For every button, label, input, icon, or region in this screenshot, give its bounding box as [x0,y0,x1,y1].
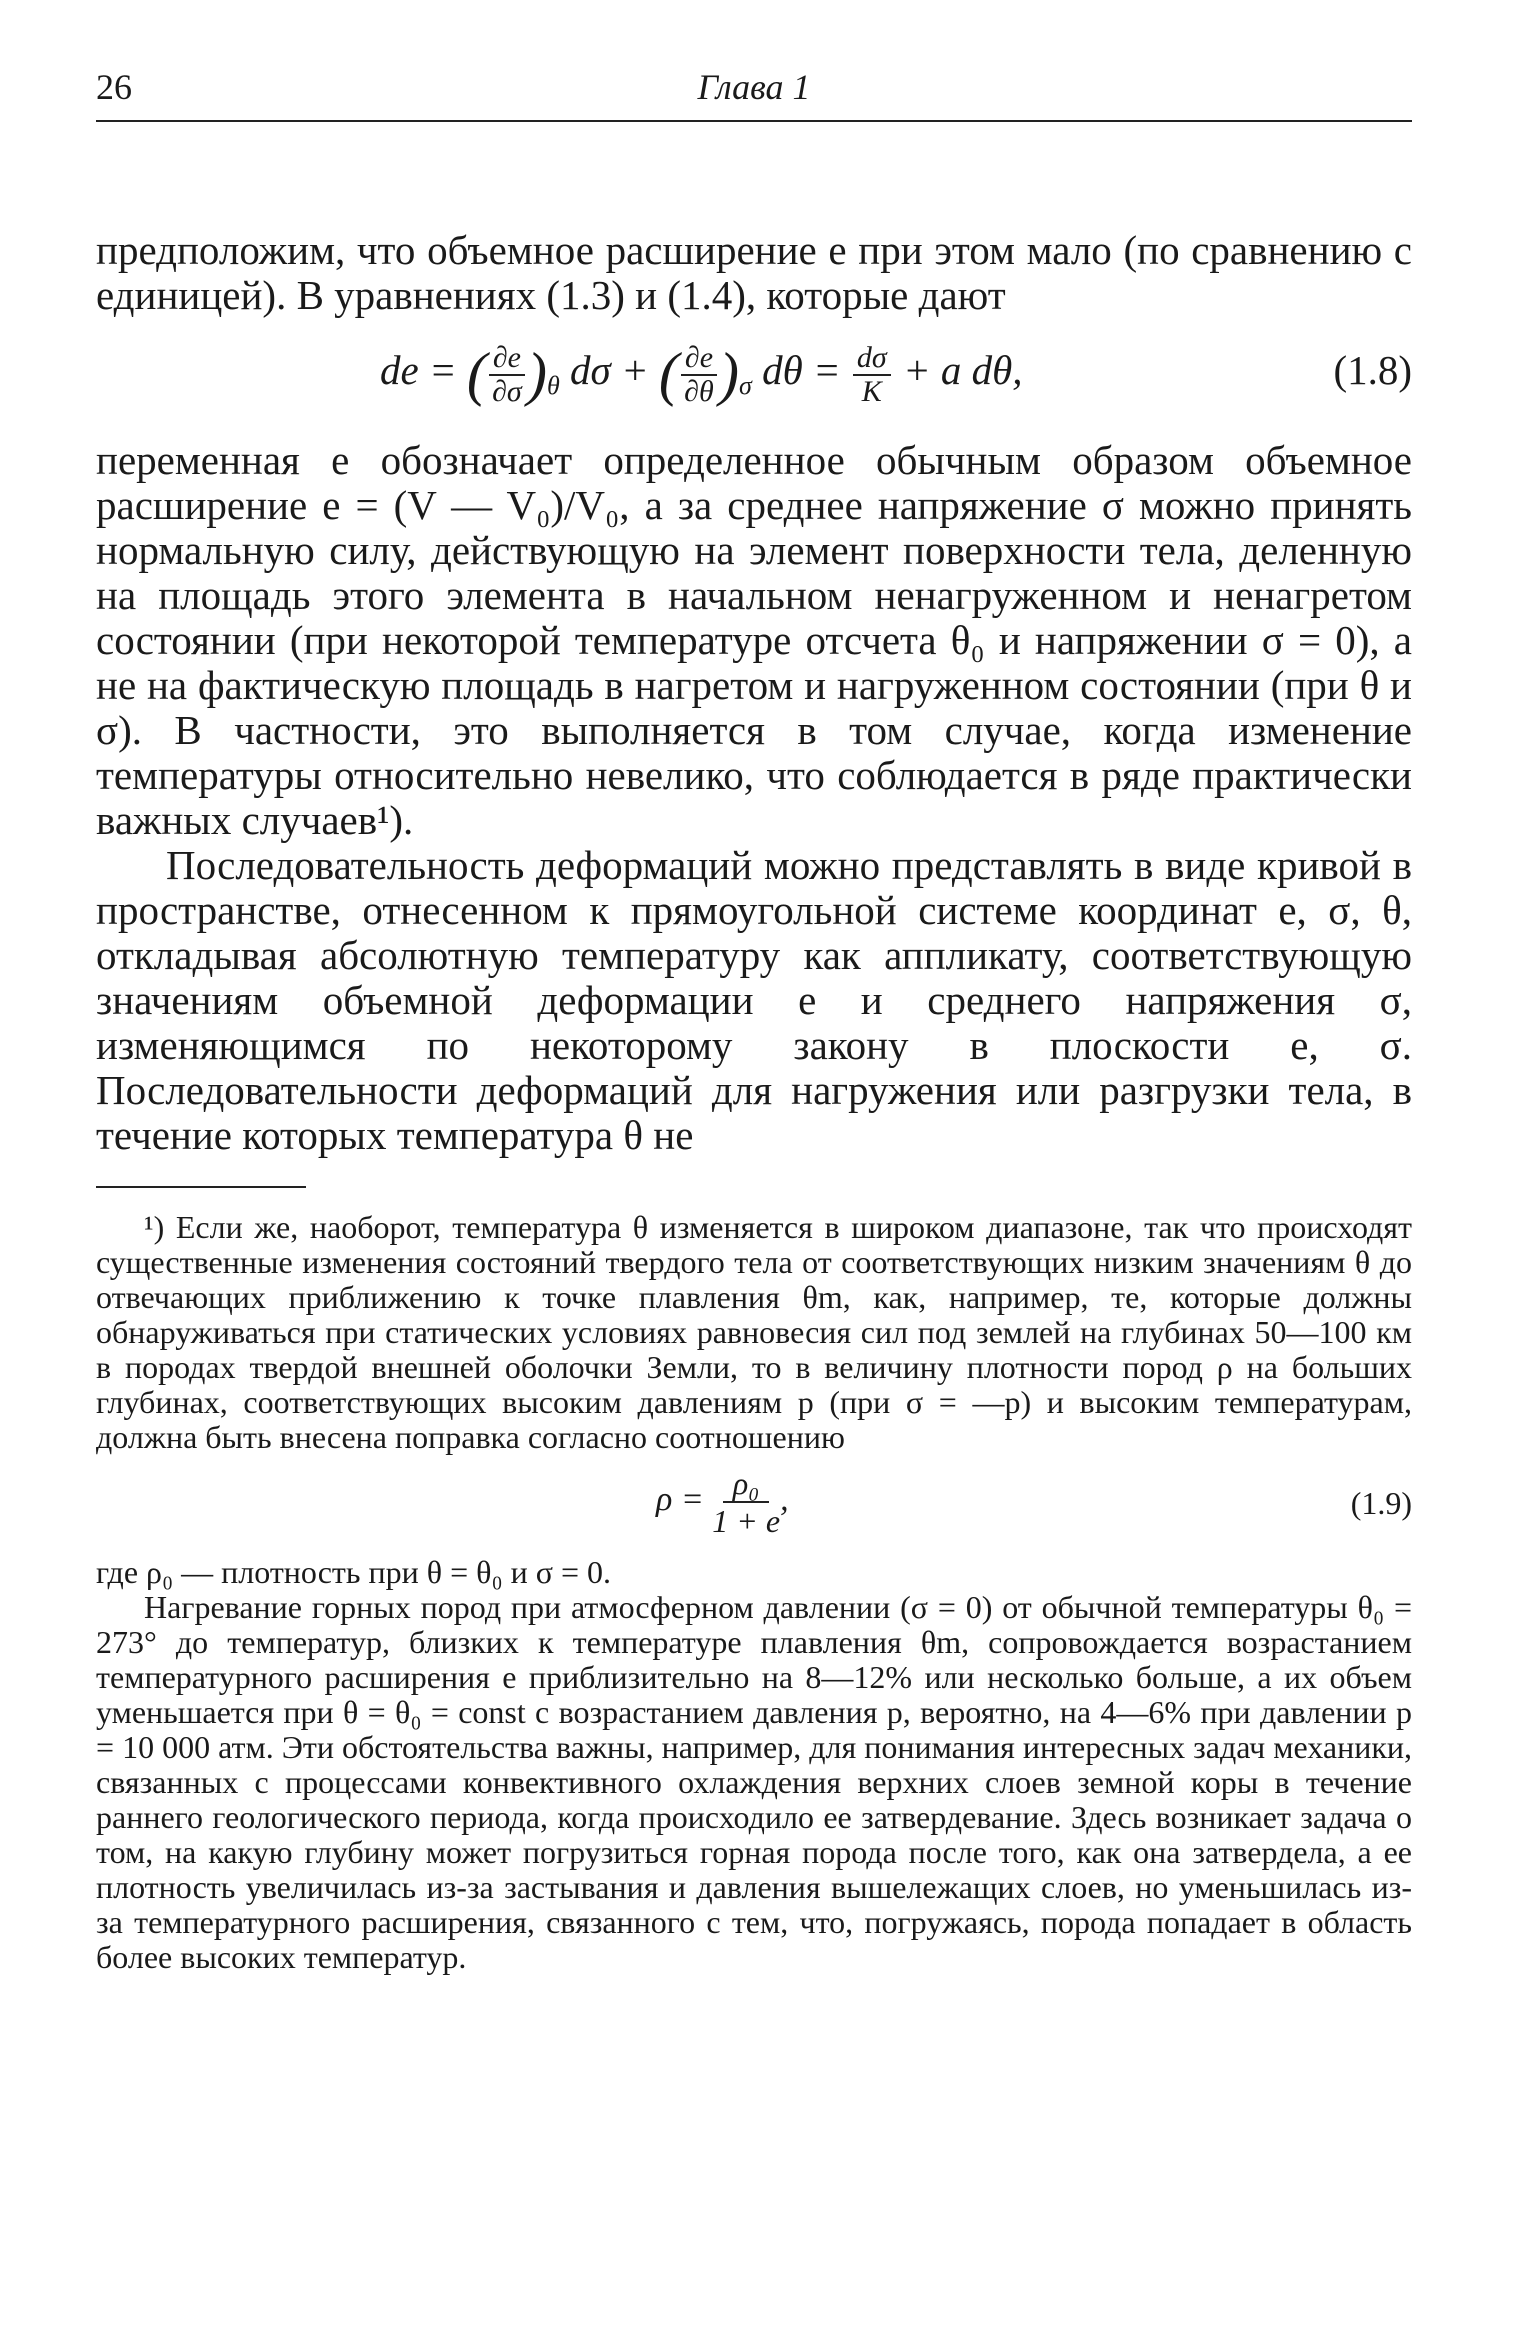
eq18-term-3: + a dθ, [902,346,1023,393]
equation-number-1-9: (1.9) [1350,1485,1412,1521]
page-number: 26 [96,67,132,107]
header-rule [96,120,1412,122]
eq18-lhs: de = [380,346,457,393]
equation-number-1-8: (1.8) [1333,347,1412,393]
eq18-pd-num-2: ∂e [681,342,717,376]
equation-1-8-formula: de = ( $\frac{\partial e}{\partial\sigma}$ )$_\theta$ dσ + ( $\frac{\partial e}{\partial\theta}$ )$_\sigma$ dθ = $\frac{d\sigma}{K}$ + a dθ, [380,340,1023,408]
eq18-pd-den-1: ∂σ [492,374,522,408]
paragraph-1: предположим, что объемное расширение e при этом мало (по сравнению с единицей). В уравнениях (1.3) и (1.4), которые дают [96,227,1412,318]
equation-1-8 [96,318,1412,438]
eq19-lhs: ρ = [656,1480,704,1518]
eq18-frac-num: dσ [853,342,891,376]
eq18-term-1: dσ + [570,346,649,393]
equation-1-9-formula [656,1465,789,1539]
footnote-text-2: где ρ₀ — плотность при θ = θ₀ и σ = 0. [96,1554,612,1590]
eq18-term-2: dθ = [762,346,841,393]
footnote-text-1: ¹) Если же, наоборот, температура θ изменяется в широком диапазоне, так что происходят существенные изменения состояний твердого тела от соответствующих низким значениям θ до отвечающих приближению к точке плавления θm, как, например, те, которые должны обнаруживаться при статических условиях равновесия сил под землей на глубинах 50—100 км в породах твердой внешней оболочки Земли, то в величину плотности пород ρ на больших глубинах, соответствующих высоким давлениям p (при σ = —p) и высоким температурам, должна быть внесена поправка согласно соотношению [96,1209,1412,1455]
eq18-pd-den-2: ∂θ [684,374,714,408]
eq19-num: ρ₀ [723,1465,769,1503]
eq18-sub-2: σ [739,370,752,400]
eq18-pd-num-1: ∂e [489,342,525,376]
paragraph-2: переменная e обозначает определенное обычным образом объемное расширение e = (V — V₀)/V₀, а за среднее напряжение σ можно принять нормальную силу, действующую на элемент поверхности тела, деленную на площадь этого элемента в начальном ненагруженном и ненагретом состоянии (при некоторой температуре отсчета θ₀ и напряжении σ = 0), а не на фактическую площадь в нагретом и нагруженном состоянии (при θ и σ). В частности, это выполняется в том случае, когда изменение температуры относительно невелико, что соблюдается в ряде практически важных случаев¹). [96,437,1412,843]
eq18-sub-1: θ [546,370,560,400]
paragraph-3: Последовательность деформаций можно представлять в виде кривой в пространстве, отнесенном к прямоугольной системе координат e, σ, θ, откладывая абсолютную температуру как аппликату, соответствующую значениям объемной деформации e и среднего напряжения σ, изменяющимся по некоторому закону в плоскости e, σ. Последовательности деформаций для нагружения или разгрузки тела, в течение которых температура θ не [96,842,1412,1158]
running-header [96,58,1412,122]
page [96,58,1412,1975]
eq19-tail: , [780,1480,789,1518]
eq18-frac-den: K [861,374,882,408]
equation-1-9 [96,1455,1412,1555]
footnote-text-3: Нагревание горных пород при атмосферном давлении (σ = 0) от обычной температуры θ₀ = 273° до температур, близких к температуре плавления θm, сопровождается возрастанием температурного расширения e приблизительно на 8—12% или несколько больше, а их объем уменьшается при θ = θ₀ = const с возрастанием давления p, вероятно, на 4—6% при давлении p = 10 000 атм. Эти обстоятельства важны, например, для понимания интересных задач механики, связанных с процессами конвективного охлаждения верхних слоев земной коры в течение раннего геологического периода, когда происходило ее затвердевание. Здесь возникает задача о том, на какую глубину может погрузиться горная порода после того, как она затвердела, а ее плотность увеличилась из-за застывания и давления вышележащих слоев, но уменьшилась из-за температурного расширения, связанного с тем, что, погружаясь, порода попадает в область более высоких температур. [96,1589,1412,1975]
eq19-den: 1 + e [712,1503,781,1539]
footnote-rule [96,1186,306,1188]
chapter-title: Глава 1 [697,67,811,107]
